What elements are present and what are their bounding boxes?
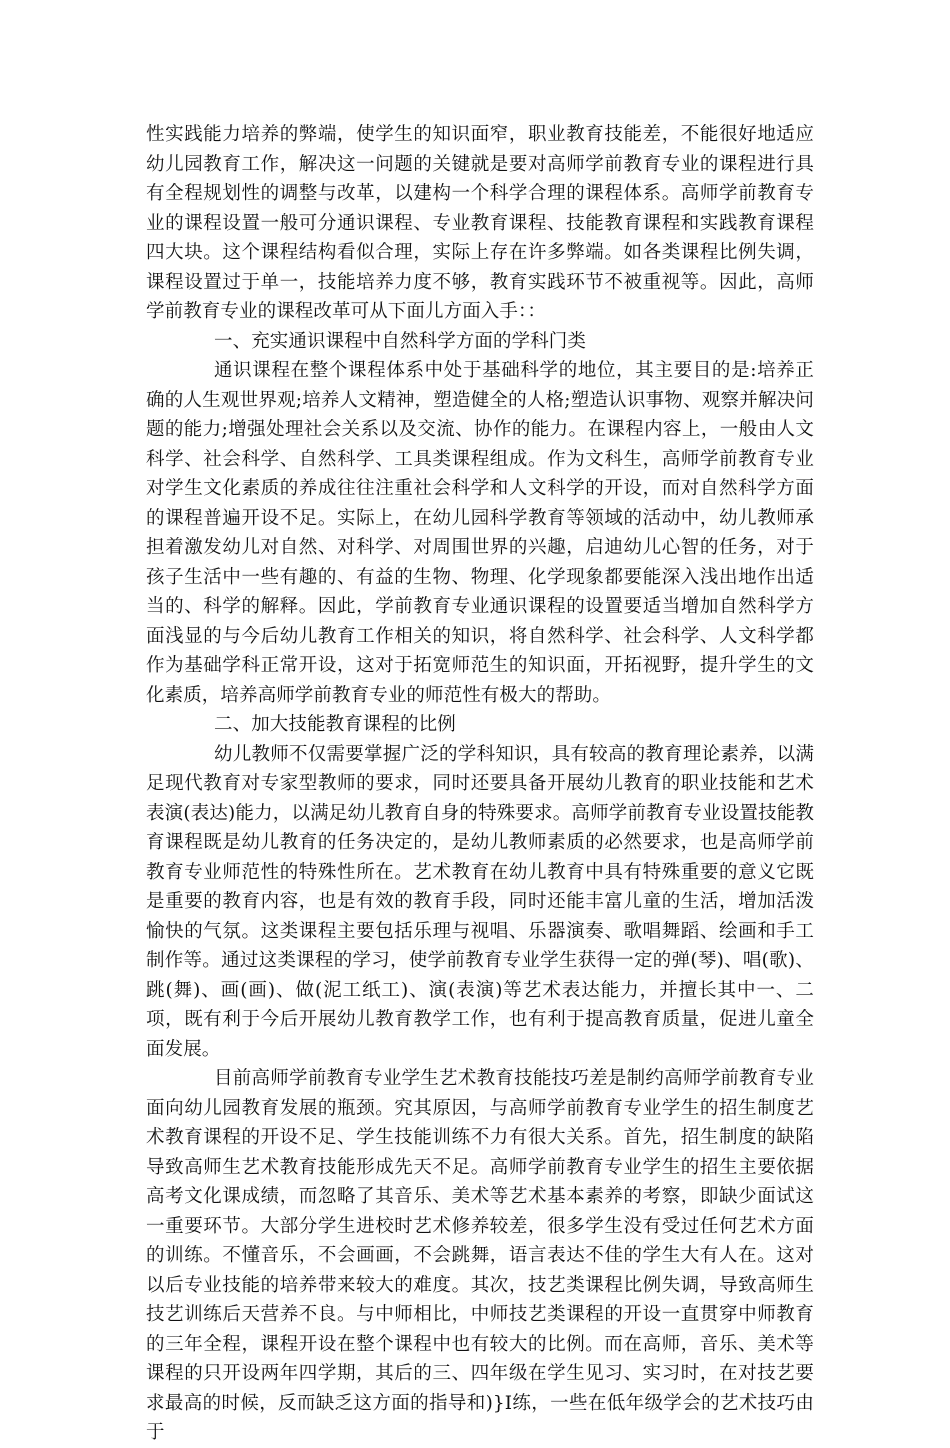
- intro-paragraph: 性实践能力培养的弊端，使学生的知识面窄，职业教育技能差，不能很好地适应幼儿园教育工作，解决这一问题的关键就是要对高师学前教育专业的课程进行具有全程规划性的调整与改革，以建构一个科学合理的课程体系。高师学前教育专业的课程设置一般可分通识课程、专业教育课程、技能教育课程和实践教育课程四大块。这个课程结构看似合理，实际上存在许多弊端。如各类课程比例失调，课程设置过于单一，技能培养力度不够，教育实践环节不被重视等。因此，高师学前教育专业的课程改革可从下面儿方面入手：：: [146, 124, 814, 322]
- document-body: [146, 120, 814, 1448]
- section-heading-2: 二、加大技能教育课程的比例: [214, 714, 456, 735]
- section-heading-1: 一、充实通识课程中自然科学方面的学科门类: [214, 330, 587, 352]
- section-2-paragraph: 幼儿教师不仅需要掌握广泛的学科知识，具有较高的教育理论素养，以满足现代教育对专家型教师的要求，同时还要具备开展幼儿教育的职业技能和艺术表演(表达)能力，以满足幼儿教育自身的特殊要求。高师学前教育专业设置技能教育课程既是幼儿教育的任务决定的，是幼儿教师素质的必然要求，也是高师学前教育专业师范性的特殊性所在。艺术教育在幼儿教育中具有特殊重要的意义它既是重要的教育内容，也是有效的教育手段，同时还能丰富儿童的生活，增加活泼愉快的气氛。这类课程主要包括乐理与视唱、乐器演奏、歌唱舞蹈、绘画和手工制作等。通过这类课程的学习，使学前教育专业学生获得一定的弹(琴)、唱(歌)、跳(舞)、画(画)、做(泥工纸工)、演(表演)等艺术表达能力，并擅长其中一、二项，既有利于今后开展幼儿教育教学工作，也有利于提高教育质量，促进儿童全面发展。: [146, 743, 814, 1060]
- section-1-paragraph: 通识课程在整个课程体系中处于基础科学的地位，其主要目的是:培养正确的人生观世界观;培养人文精神，塑造健全的人格;塑造认识事物、观察并解决问题的能力;增强处理社会关系以及交流、协作的能力。在课程内容上，一般由人文科学、社会科学、自然科学、工具类课程组成。作为文科生，高师学前教育专业对学生文化素质的养成往往注重社会科学和人文科学的开设，而对自然科学方面的课程普遍开设不足。实际上，在幼儿园科学教育等领域的活动中，幼儿教师承担着激发幼儿对自然、对科学、对周围世界的兴趣，启迪幼儿心智的任务，对于孩子生活中一些有趣的、有益的生物、物理、化学现象都要能深入浅出地作出适当的、科学的解释。因此，学前教育专业通识课程的设置要适当增加自然科学方面浅显的与今后幼儿教育工作相关的知识，将自然科学、社会科学、人文科学都作为基础学科正常开设，这对于拓宽师范生的知识面，开拓视野，提升学生的文化素质，培养高师学前教育专业的师范性有极大的帮助。: [146, 360, 814, 706]
- section-2-paragraph-continued: 目前高师学前教育专业学生艺术教育技能技巧差是制约高师学前教育专业面向幼儿园教育发展的瓶颈。究其原因，与高师学前教育专业学生的招生制度艺术教育课程的开设不足、学生技能训练不力有很大关系。首先，招生制度的缺陷导致高师生艺术教育技能形成先天不足。高师学前教育专业学生的招生主要依据高考文化课成绩，而忽略了其音乐、美术等艺术基本素养的考察，即缺少面试这一重要环节。大部分学生进校时艺术修养较差，很多学生没有受过任何艺术方面的训练。不懂音乐，不会画画，不会跳舞，语言表达不佳的学生大有人在。这对以后专业技能的培养带来较大的难度。其次，技艺类课程比例失调，导致高师生技艺训练后天营养不良。与中师相比，中师技艺类课程的开设一直贯穿中师教育的三年全程，课程开设在整个课程中也有较大的比例。而在高师，音乐、美术等课程的只开设两年四学期，其后的三、四年级在学生见习、实习时，在对技艺要求最高的时候，反而缺乏这方面的指导和)}I练，一些在低年级学会的艺术技巧由于: [146, 1068, 814, 1443]
